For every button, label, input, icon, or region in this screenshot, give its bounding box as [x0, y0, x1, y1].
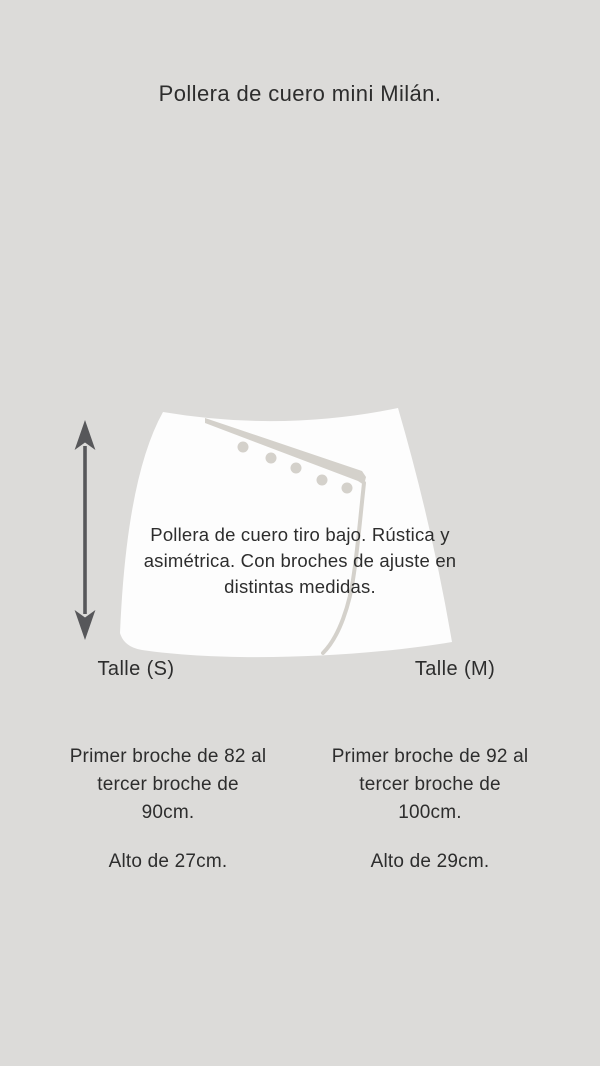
measurement-line: 100cm. [398, 802, 462, 823]
description-line: distintas medidas. [224, 576, 376, 597]
measurement-line: Primer broche de 82 al [69, 746, 267, 767]
product-description [0, 522, 600, 600]
arrow-head-up [75, 420, 96, 450]
size-s-label: Talle (S) [97, 658, 175, 680]
snap-dot [342, 483, 353, 494]
measurement-line: 90cm. [141, 802, 195, 823]
measurement-line: tercer broche de [97, 774, 239, 795]
skirt-figure [0, 200, 600, 470]
size-m-measurements [320, 743, 540, 876]
snap-dot [317, 475, 328, 486]
product-title: Pollera de cuero mini Milán. [158, 81, 442, 106]
height-measurement: Alto de 27cm. [108, 851, 228, 872]
snap-dot [238, 442, 249, 453]
snap-dot [266, 453, 277, 464]
size-m-label: Talle (M) [414, 658, 496, 680]
arrow-head-down [75, 610, 96, 640]
snap-dot [291, 463, 302, 474]
description-line: asimétrica. Con broches de ajuste en [143, 550, 457, 571]
measurement-line: Primer broche de 92 al [331, 746, 529, 767]
measurement-line: tercer broche de [359, 774, 501, 795]
height-measurement: Alto de 29cm. [370, 851, 490, 872]
description-line: Pollera de cuero tiro bajo. Rústica y [150, 524, 450, 545]
size-s-measurements [58, 743, 278, 876]
